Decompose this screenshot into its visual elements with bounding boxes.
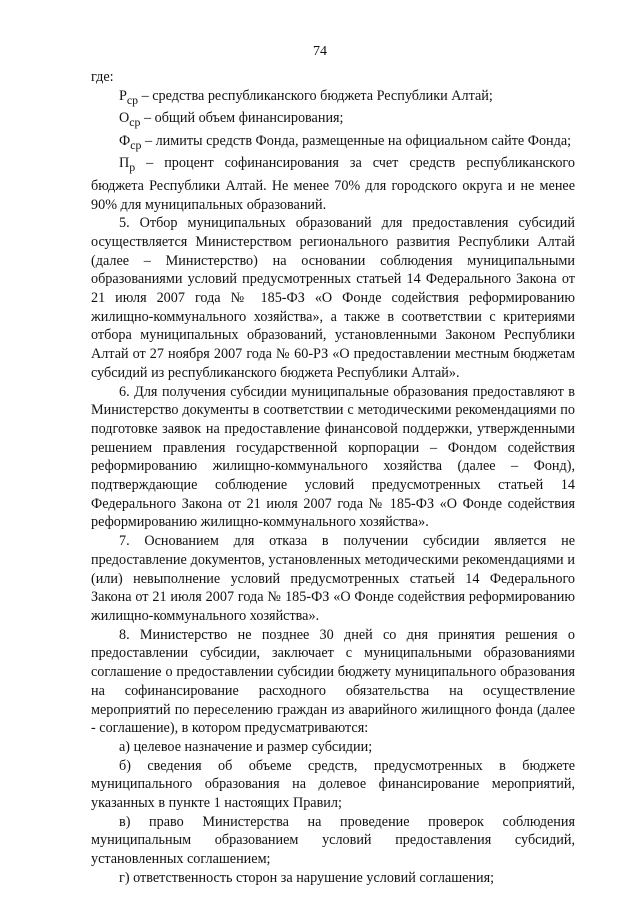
definition-f-text: – лимиты средств Фонда, размещенные на официальном сайте Фонда; — [141, 132, 572, 149]
page-number: 74 — [313, 44, 327, 59]
list-item-a: а) целевое назначение и размер субсидии; — [119, 738, 373, 755]
paragraph-7: 7. Основанием для отказа в получении субсидии является не предоставление документов, установленных методическими рекомендациями и (или) невыполнение условий предусмотренных статьей 14 Федерального Закона от 21 июля 2007 года № 185-ФЗ «О Фонде содействия реформированию жилищно-коммунального хозяйства». — [91, 533, 575, 624]
definition-r — [91, 87, 575, 110]
definition-p-text: – процент софинансирования за счет средств республиканского бюджета Республики Алтай. Не менее 70% для городского округа и не менее 90% для муниципальных образований. — [91, 155, 575, 213]
paragraph-5: 5. Отбор муниципальных образований для предоставления субсидий осуществляется Министерством регионального развития Республики Алтай (далее – Министерство) на основании соблюдения муниципальными образованиями условий предусмотренных статьей 14 Федерального Закона от 21 июля 2007 года № 185-ФЗ «О Фонде содействия реформированию жилищно-коммунального хозяйства», а также в соответствии с критериями отбора муниципальных образований, установленными Законом Республики Алтай от 27 ноября 2007 года № 60-РЗ «О предоставлении местным бюджетам субсидий из республиканского бюджета Республики Алтай». — [91, 215, 575, 381]
variable-p-subscript: р — [129, 160, 136, 175]
definition-o-text: – общий объем финансирования; — [140, 110, 344, 127]
definition-p — [91, 154, 575, 214]
definition-o — [91, 109, 575, 132]
variable-f-subscript: ср — [130, 137, 142, 152]
variable-o: О — [119, 110, 130, 127]
variable-f: Ф — [119, 132, 131, 149]
variable-p: П — [119, 155, 130, 172]
paragraph-6: 6. Для получения субсидии муниципальные образования предоставляют в Министерство документы в соответствии с методическими рекомендациями по подготовке заявок на предоставление финансовой поддержки, утвержденными решением правления государственной корпорации – Фондом содействия реформированию жилищно-коммунального хозяйства (далее – Фонд), подтверждающие соблюдение условий предусмотренных статьей 14 Федерального Закона от 21 июля 2007 года № 185-ФЗ «О Фонде содействия реформированию жилищно-коммунального хозяйства». — [91, 383, 575, 531]
definition-f — [91, 132, 575, 155]
paragraph-8: 8. Министерство не позднее 30 дней со дня принятия решения о предоставлении субсидии, заключает с муниципальными образованиями соглашение о предоставлении субсидии бюджету муниципального образования на софинансирование расходного обязательства на осуществление мероприятий по переселению граждан из аварийного жилищного фонда (далее - соглашение), в котором предусматриваются: — [91, 626, 575, 737]
list-item-b: б) сведения об объеме средств, предусмотренных в бюджете муниципального образования на долевое финансирование мероприятий, указанных в пункте 1 настоящих Правил; — [91, 757, 575, 812]
variable-r: Р — [119, 87, 127, 104]
document-body — [91, 68, 575, 888]
variable-r-subscript: ср — [126, 92, 139, 107]
list-item-v: в) право Министерства на проведение проверок соблюдения муниципальным образованием условий предоставления субсидий, установленных соглашением; — [91, 813, 575, 868]
definition-r-text: – средства республиканского бюджета Республики Алтай; — [138, 87, 493, 104]
variable-o-subscript: ср — [129, 115, 141, 130]
paragraph-where: где: — [91, 69, 114, 85]
list-item-g: г) ответственность сторон за нарушение условий соглашения; — [119, 869, 495, 886]
